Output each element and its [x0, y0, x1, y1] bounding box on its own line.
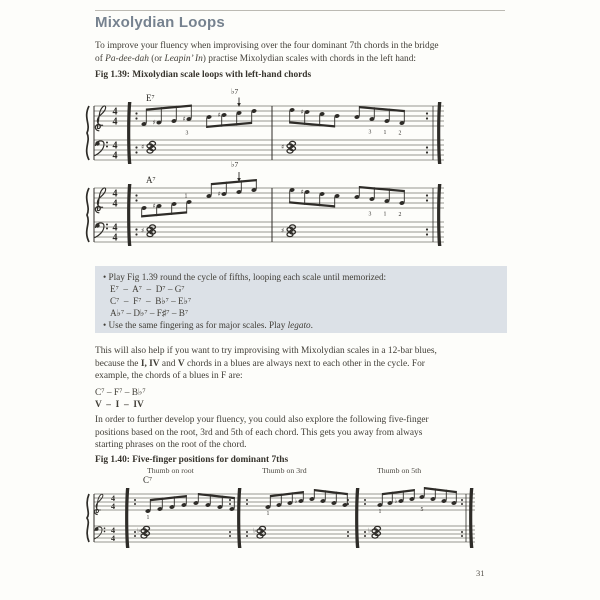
fivefinger-line-2: positions based on the root, 3rd and 5th of each chord. This gets you away from always	[95, 427, 423, 438]
flat7-arrow	[237, 98, 241, 108]
svg-text:2: 2	[398, 130, 402, 137]
section-repeat-barline	[347, 488, 366, 548]
svg-text:♭: ♭	[394, 497, 398, 505]
beam-group	[289, 108, 340, 128]
beam-group	[141, 200, 192, 218]
svg-text:4: 4	[110, 526, 116, 536]
bass-clef-icon	[95, 527, 106, 539]
tip-bullet-2: • Use the same fingering as for major scales. Play legato.	[103, 320, 313, 330]
svg-text:4: 4	[110, 494, 116, 504]
svg-text:4: 4	[112, 150, 118, 162]
beam-group	[289, 188, 340, 208]
header-rule	[95, 10, 505, 11]
accidentals	[153, 188, 304, 210]
svg-text:4: 4	[112, 232, 118, 244]
blues-line-1: This will also help if you want to try improvising with Mixolydian scales in a 12-bar blues,	[95, 346, 437, 356]
blues-numerals: V – I – IV	[95, 400, 144, 410]
intro-line-2: of Pa-dee-dah (or Leapin’ In) practise Mixolydian scales with chords in the left hand:	[95, 53, 417, 64]
treble-clef-icon	[95, 106, 105, 131]
bass-chord	[257, 526, 266, 538]
svg-text:4: 4	[112, 106, 118, 118]
bass-chord	[372, 526, 381, 538]
svg-text:4: 4	[110, 534, 116, 544]
cycle-row-2: C⁷ – F⁷ – B♭⁷ – E♭⁷	[110, 296, 192, 306]
svg-text:♭: ♭	[294, 497, 298, 505]
beam-group	[206, 109, 257, 128]
svg-text:4: 4	[112, 198, 118, 210]
svg-text:4: 4	[112, 116, 118, 128]
svg-text:♯: ♯	[300, 108, 304, 116]
music-system-2	[82, 170, 454, 254]
svg-text:4: 4	[110, 502, 116, 512]
open-repeat-barline	[125, 488, 136, 548]
svg-text:3: 3	[368, 211, 372, 218]
svg-text:♯: ♯	[217, 190, 221, 198]
svg-text:1: 1	[383, 211, 387, 218]
svg-text:♭: ♭	[368, 526, 372, 535]
fivefinger-line-1: In order to further develop your fluency, you could also explore the following five-finger	[95, 415, 429, 425]
time-signature	[113, 107, 118, 162]
flat7-annotation-2: ♭7	[231, 160, 239, 169]
flat7-annotation-1: ♭7	[231, 87, 239, 96]
chord-symbol-c7: C⁷	[143, 475, 153, 485]
svg-text:♯: ♯	[300, 188, 304, 196]
time-signature	[113, 189, 118, 244]
svg-text:4: 4	[112, 140, 118, 152]
tip-box	[95, 266, 507, 333]
bass-chord	[141, 526, 150, 538]
beam-group	[206, 179, 257, 198]
svg-text:4: 4	[112, 222, 118, 234]
svg-text:♯: ♯	[217, 111, 221, 119]
beam-group	[419, 487, 457, 505]
page-title: Mixolydian Loops	[95, 14, 225, 31]
fig139-caption: Fig 1.39: Mixolydian scale loops with left-hand chords	[95, 70, 312, 80]
svg-text:♯: ♯	[152, 202, 156, 210]
svg-text:♯: ♯	[281, 226, 285, 235]
svg-text:3: 3	[185, 130, 189, 137]
grand-staff-brace	[87, 494, 89, 542]
fig140-caption: Fig 1.40: Five-finger positions for dominant 7ths	[95, 455, 289, 465]
svg-text:1: 1	[266, 511, 270, 517]
blues-chords: C⁷ – F⁷ – B♭⁷	[95, 388, 146, 398]
close-repeat-barline	[461, 488, 473, 548]
svg-text:3: 3	[368, 129, 372, 136]
music-system-3	[82, 486, 482, 554]
fivefinger-line-3: starting phrases on the root of the chord.	[95, 440, 247, 450]
fingering-numbers	[147, 507, 424, 521]
bass-chord	[287, 141, 296, 153]
svg-text:1: 1	[184, 193, 188, 200]
svg-text:♭: ♭	[253, 526, 257, 535]
bass-clef-icon	[95, 223, 108, 238]
svg-text:♭: ♭	[137, 526, 141, 535]
bass-chord	[147, 141, 156, 153]
cycle-row-3: A♭⁷ – D♭⁷ – F♯⁷ – B⁷	[110, 308, 189, 318]
svg-text:♯: ♯	[281, 143, 285, 151]
svg-text:1: 1	[383, 130, 387, 136]
thumb-label-root: Thumb on root	[147, 466, 194, 475]
page-number: 31	[476, 568, 485, 578]
treble-clef-icon	[95, 188, 105, 213]
bass-clef-icon	[95, 141, 108, 156]
music-system-1	[82, 88, 454, 172]
blues-line-2: because the I, IV and V chords in a blues are always next to each other in the cycle. For	[95, 358, 425, 369]
svg-text:2: 2	[398, 212, 402, 218]
svg-text:♯: ♯	[141, 226, 145, 235]
blues-line-3: example, the chords of a blues in F are:	[95, 371, 243, 381]
chord-symbol-a7: A⁷	[146, 175, 156, 185]
thumb-label-3rd: Thumb on 3rd	[262, 466, 307, 475]
svg-text:♯: ♯	[182, 115, 186, 123]
svg-text:♯: ♯	[152, 118, 156, 127]
cycle-row-1: E⁷ – A⁷ – D⁷ – G⁷	[110, 284, 185, 294]
time-signature	[111, 494, 115, 543]
svg-text:1: 1	[378, 509, 382, 515]
svg-text:4: 4	[112, 188, 118, 200]
chord-symbol-e7: E⁷	[146, 93, 155, 103]
treble-clef-icon	[94, 494, 102, 514]
beam-group	[354, 186, 405, 205]
svg-text:1: 1	[146, 515, 150, 521]
intro-line-1: To improve your fluency when improvising over the four dominant 7th chords in the bridge	[95, 41, 439, 51]
fingering-numbers	[186, 130, 402, 137]
thumb-label-5th: Thumb on 5th	[377, 466, 422, 475]
tip-bullet-1: • Play Fig 1.39 round the cycle of fifths, looping each scale until memorized:	[103, 272, 387, 282]
svg-text:5: 5	[420, 507, 424, 513]
grand-staff-brace	[87, 106, 89, 160]
svg-text:♯: ♯	[141, 143, 145, 151]
